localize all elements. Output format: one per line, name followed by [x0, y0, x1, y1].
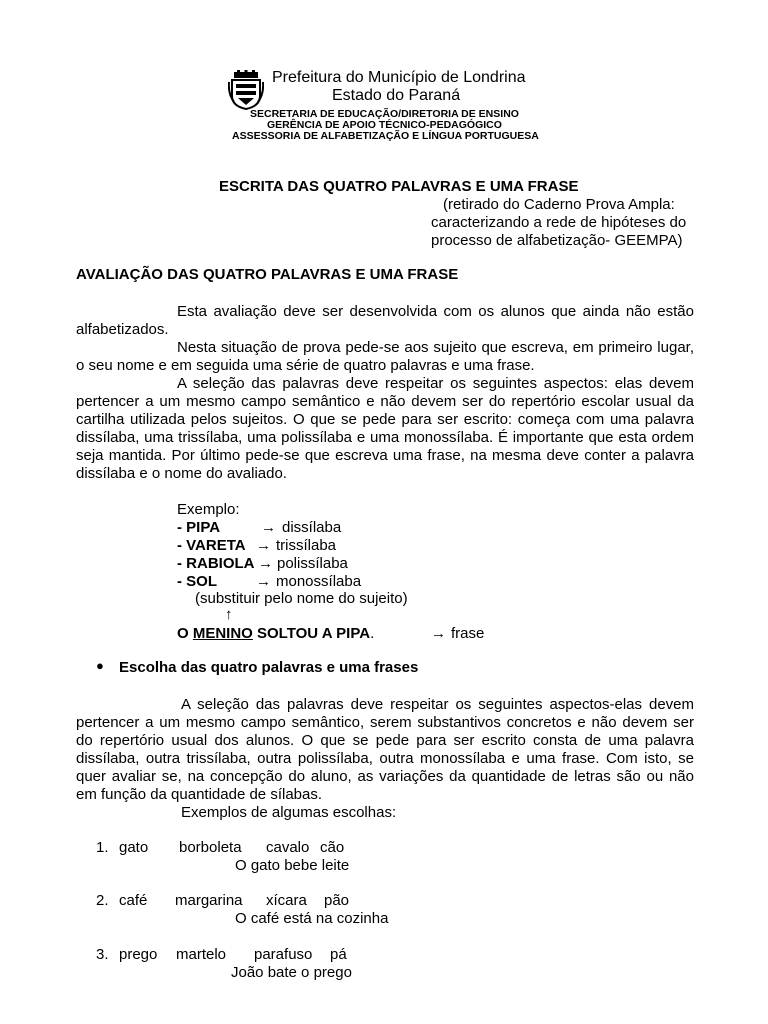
- example-type-trissilaba: trissílaba: [276, 537, 337, 554]
- examples-label: Exemplos de algumas escolhas:: [181, 804, 397, 821]
- source-line-1: (retirado do Caderno Prova Ampla:: [443, 196, 675, 213]
- bullet-icon: ●: [96, 658, 104, 673]
- example-type-polissilaba: polissílaba: [277, 555, 348, 572]
- choice-2-word-3: xícara: [266, 892, 307, 909]
- example-arrow-4: →: [256, 573, 271, 590]
- choice-2-number: 2.: [96, 892, 109, 909]
- example-arrow-3: →: [258, 555, 273, 572]
- up-arrow: ↑: [225, 606, 233, 623]
- example-type-monossilaba: monossílaba: [276, 573, 362, 590]
- sentence-arrow: →: [431, 625, 446, 642]
- choice-1-word-3: cavalo: [266, 839, 310, 856]
- choice-2-word-2: margarina: [175, 892, 243, 909]
- selection-paragraph-block: [76, 696, 694, 804]
- choice-3-word-1: prego: [119, 946, 158, 963]
- choice-1-sentence: O gato bebe leite: [235, 857, 350, 874]
- choice-3-word-2: martelo: [176, 946, 227, 963]
- source-line-2: caracterizando a rede de hipóteses do: [431, 214, 687, 231]
- paragraph-3: A seleção das palavras deve respeitar os seguintes aspectos: elas devem pertencer a um mesmo campo semântico e não devem ser do repertório escolar usual da cartilha utilizada pelos sujeitos. O que se pede para ser escrito: começa com uma palavra dissílaba, uma trissílaba, uma polissílaba e uma monossílaba. É importante que esta ordem seja mantida. Por último pede-se que escreva uma frase, na mesma deve conter a palavra dissílaba e o nome do avaliado.: [76, 375, 694, 482]
- header-line-assessoria: ASSESSORIA DE ALFABETIZAÇÃO E LÍNGUA PORTUGUESA: [232, 130, 539, 142]
- example-sentence: [177, 625, 374, 642]
- example-word-pipa: - PIPA: [177, 519, 221, 536]
- example-word-vareta: - VARETA: [177, 537, 246, 554]
- section-heading: AVALIAÇÃO DAS QUATRO PALAVRAS E UMA FRASE: [76, 266, 459, 283]
- header-line-secretaria: SECRETARIA DE EDUCAÇÃO/DIRETORIA DE ENSINO: [250, 108, 519, 120]
- sentence-underlined-word: MENINO: [192, 625, 253, 642]
- header-line-gerencia: GERÊNCIA DE APOIO TÉCNICO-PEDAGÓGICO: [267, 119, 502, 131]
- example-note: (substituir pelo nome do sujeito): [195, 590, 408, 607]
- selection-paragraph: A seleção das palavras deve respeitar os seguintes aspectos-elas devem pertencer a um mesmo campo semântico, serem substantivos concretos e não devem ser do repertório usual dos alunos. O que se pede para ser escrito consta de uma palavra dissílaba, outra trissílaba, outra polissílaba, outra monossílaba e uma frase. Com isto, se quer avaliar se, na concepção do aluno, as variações da quantidade de letras são ou não em função da quantidade de sílabas.: [76, 696, 694, 803]
- sentence-pre: O: [177, 625, 193, 642]
- choice-2-word-4: pão: [324, 892, 350, 909]
- choice-3-number: 3.: [96, 946, 109, 963]
- municipality-name: Prefeitura do Município de Londrina: [272, 69, 526, 86]
- example-label: Exemplo:: [177, 501, 240, 518]
- state-name: Estado do Paraná: [332, 87, 461, 104]
- example-word-rabiola: - RABIOLA: [177, 555, 255, 572]
- choice-1-number: 1.: [96, 839, 109, 856]
- choice-1-word-1: gato: [119, 839, 149, 856]
- choice-3-sentence: João bate o prego: [231, 964, 352, 981]
- paragraph-1: Esta avaliação deve ser desenvolvida com os alunos que ainda não estão alfabetizados.: [76, 303, 694, 338]
- sentence-period: .: [370, 625, 375, 642]
- example-type-dissilaba: dissílaba: [282, 519, 342, 536]
- choice-2-sentence: O café está na cozinha: [235, 910, 389, 927]
- choice-1-word-2: borboleta: [179, 839, 242, 856]
- choice-1-word-4: cão: [320, 839, 345, 856]
- choice-3-word-4: pá: [330, 946, 347, 963]
- example-arrow-1: →: [261, 519, 276, 536]
- bullet-heading: Escolha das quatro palavras e uma frases: [119, 659, 419, 676]
- sentence-post: SOLTOU A PIPA: [252, 625, 371, 642]
- sentence-type: frase: [451, 625, 485, 642]
- choice-3-word-3: parafuso: [254, 946, 313, 963]
- intro-paragraphs: [76, 303, 694, 483]
- document-title: ESCRITA DAS QUATRO PALAVRAS E UMA FRASE: [219, 178, 579, 195]
- example-arrow-2: →: [256, 537, 271, 554]
- paragraph-2: Nesta situação de prova pede-se aos sujeito que escreva, em primeiro lugar, o seu nome e em seguida uma série de quatro palavras e uma frase.: [76, 339, 694, 374]
- coat-of-arms-icon: [228, 70, 264, 110]
- choice-2-word-1: café: [119, 892, 148, 909]
- example-word-sol: - SOL: [177, 573, 217, 590]
- source-line-3: processo de alfabetização- GEEMPA): [431, 232, 683, 249]
